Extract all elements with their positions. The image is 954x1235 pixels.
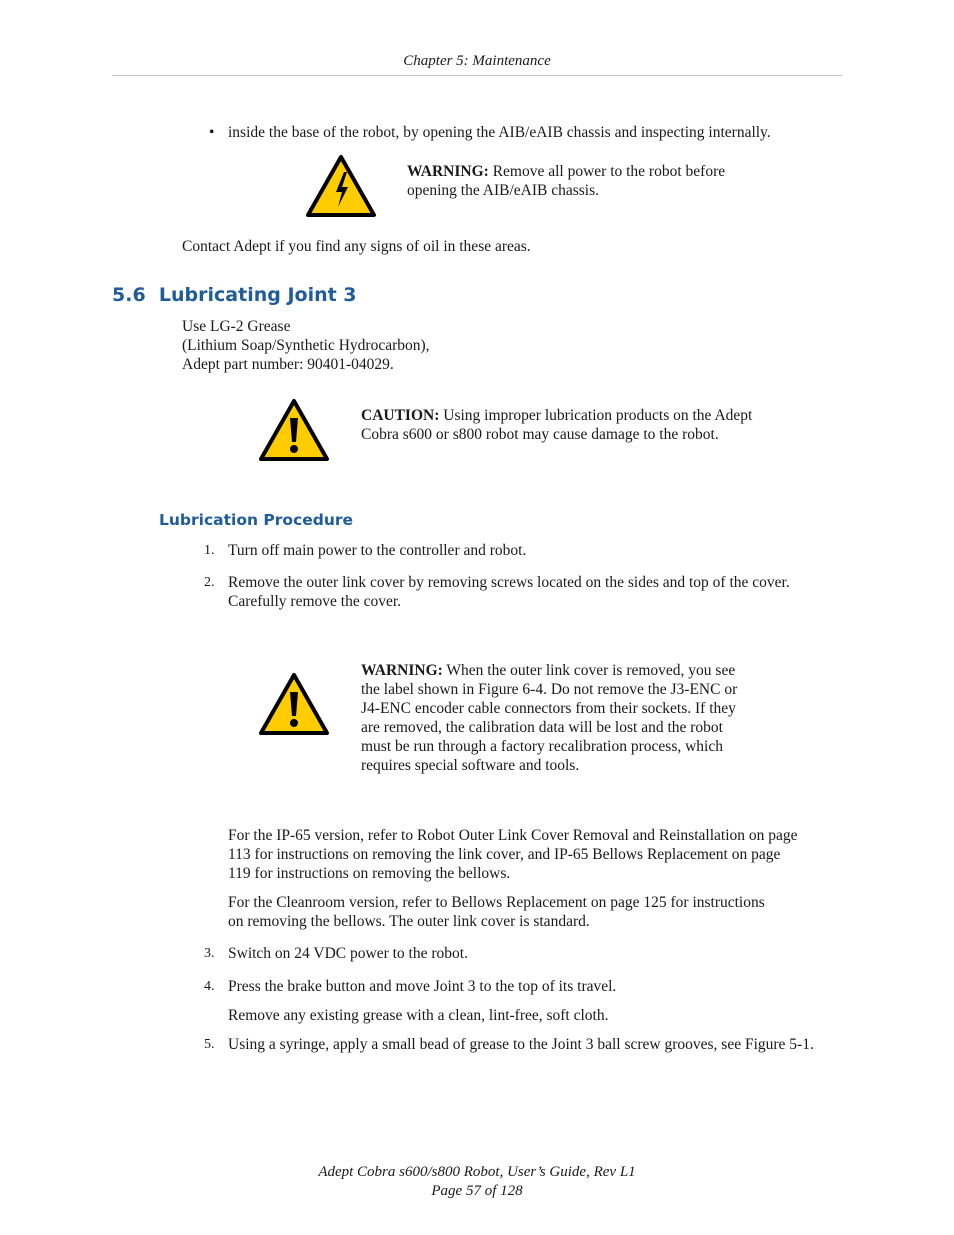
step-text-3: Switch on 24 VDC power to the robot.: [228, 945, 468, 962]
caution-text: Using improper lubrication products on the Adept Cobra s600 or s800 robot may cause damage to the robot.: [361, 407, 753, 443]
step-text-1: Turn off main power to the controller and robot.: [228, 542, 527, 559]
step-text-2: Remove the outer link cover by removing screws located on the sides and top of the cover. Carefully remove the cover.: [228, 574, 790, 610]
page-footer: [112, 1163, 842, 1201]
footer-guide-title: Adept Cobra s600/s800 Robot, User’s Guide, Rev L1: [318, 1164, 636, 1180]
step-number-1: 1.: [204, 543, 215, 558]
warning-note-encoder: [361, 661, 753, 775]
warning-label: WARNING:: [407, 163, 489, 180]
cleanroom-text: For the Cleanroom version, refer to Bellows Replacement on page 125 for instructions on removing the bellows. The outer link cover is standard.: [228, 894, 765, 930]
caution-label: CAUTION:: [361, 407, 440, 424]
caution-exclamation-icon: [258, 398, 330, 462]
contact-text: Contact Adept if you find any signs of oil in these areas.: [182, 238, 531, 255]
grease-line-1: Use LG-2 Grease: [182, 318, 291, 335]
section-number: 5.6: [112, 284, 146, 306]
header-divider: [112, 75, 842, 76]
grease-line-3: Adept part number: 90401-04029.: [182, 356, 394, 373]
step-text-4: Press the brake button and move Joint 3 to the top of its travel.: [228, 978, 617, 995]
warning-exclamation-icon: [258, 672, 330, 736]
step-text-5: Using a syringe, apply a small bead of grease to the Joint 3 ball screw grooves, see Figure 5-1.: [228, 1036, 814, 1053]
caution-note: [361, 406, 771, 444]
bullet-text: inside the base of the robot, by opening the AIB/eAIB chassis and inspecting internally.: [228, 124, 771, 141]
warning-text: When the outer link cover is removed, you see the label shown in Figure 6-4. Do not remove the J3-ENC or J4-ENC encoder cable connectors from their sockets. If they are removed, the calibration data will be lost and the robot must be run through a factory recalibration process, which requires special software and tools.: [361, 662, 738, 774]
warning-label: WARNING:: [361, 662, 443, 679]
step-number-2: 2.: [204, 575, 215, 590]
footer-page-number: Page 57 of 128: [431, 1183, 523, 1199]
ip65-text: For the IP-65 version, refer to Robot Outer Link Cover Removal and Reinstallation on page 113 for instructions on removing the link cover, and IP-65 Bellows Replacement on page 119 for instructions on removing the bellows.: [228, 827, 798, 882]
step-number-5: 5.: [204, 1037, 215, 1052]
subsection-heading: Lubrication Procedure: [159, 511, 354, 529]
grease-remove-text: Remove any existing grease with a clean, lint-free, soft cloth.: [228, 1007, 609, 1024]
grease-line-2: (Lithium Soap/Synthetic Hydrocarbon),: [182, 337, 430, 354]
step-number-4: 4.: [204, 979, 215, 994]
warning-note-chassis: [407, 162, 767, 200]
bullet-symbol: •: [209, 124, 215, 141]
section-heading: [112, 283, 357, 307]
electrical-hazard-icon: [305, 154, 377, 218]
section-title: Lubricating Joint 3: [158, 284, 357, 306]
warning-text: Remove all power to the robot before opening the AIB/eAIB chassis.: [407, 163, 726, 199]
running-header: Chapter 5: Maintenance: [403, 53, 551, 69]
step-number-3: 3.: [204, 946, 215, 961]
